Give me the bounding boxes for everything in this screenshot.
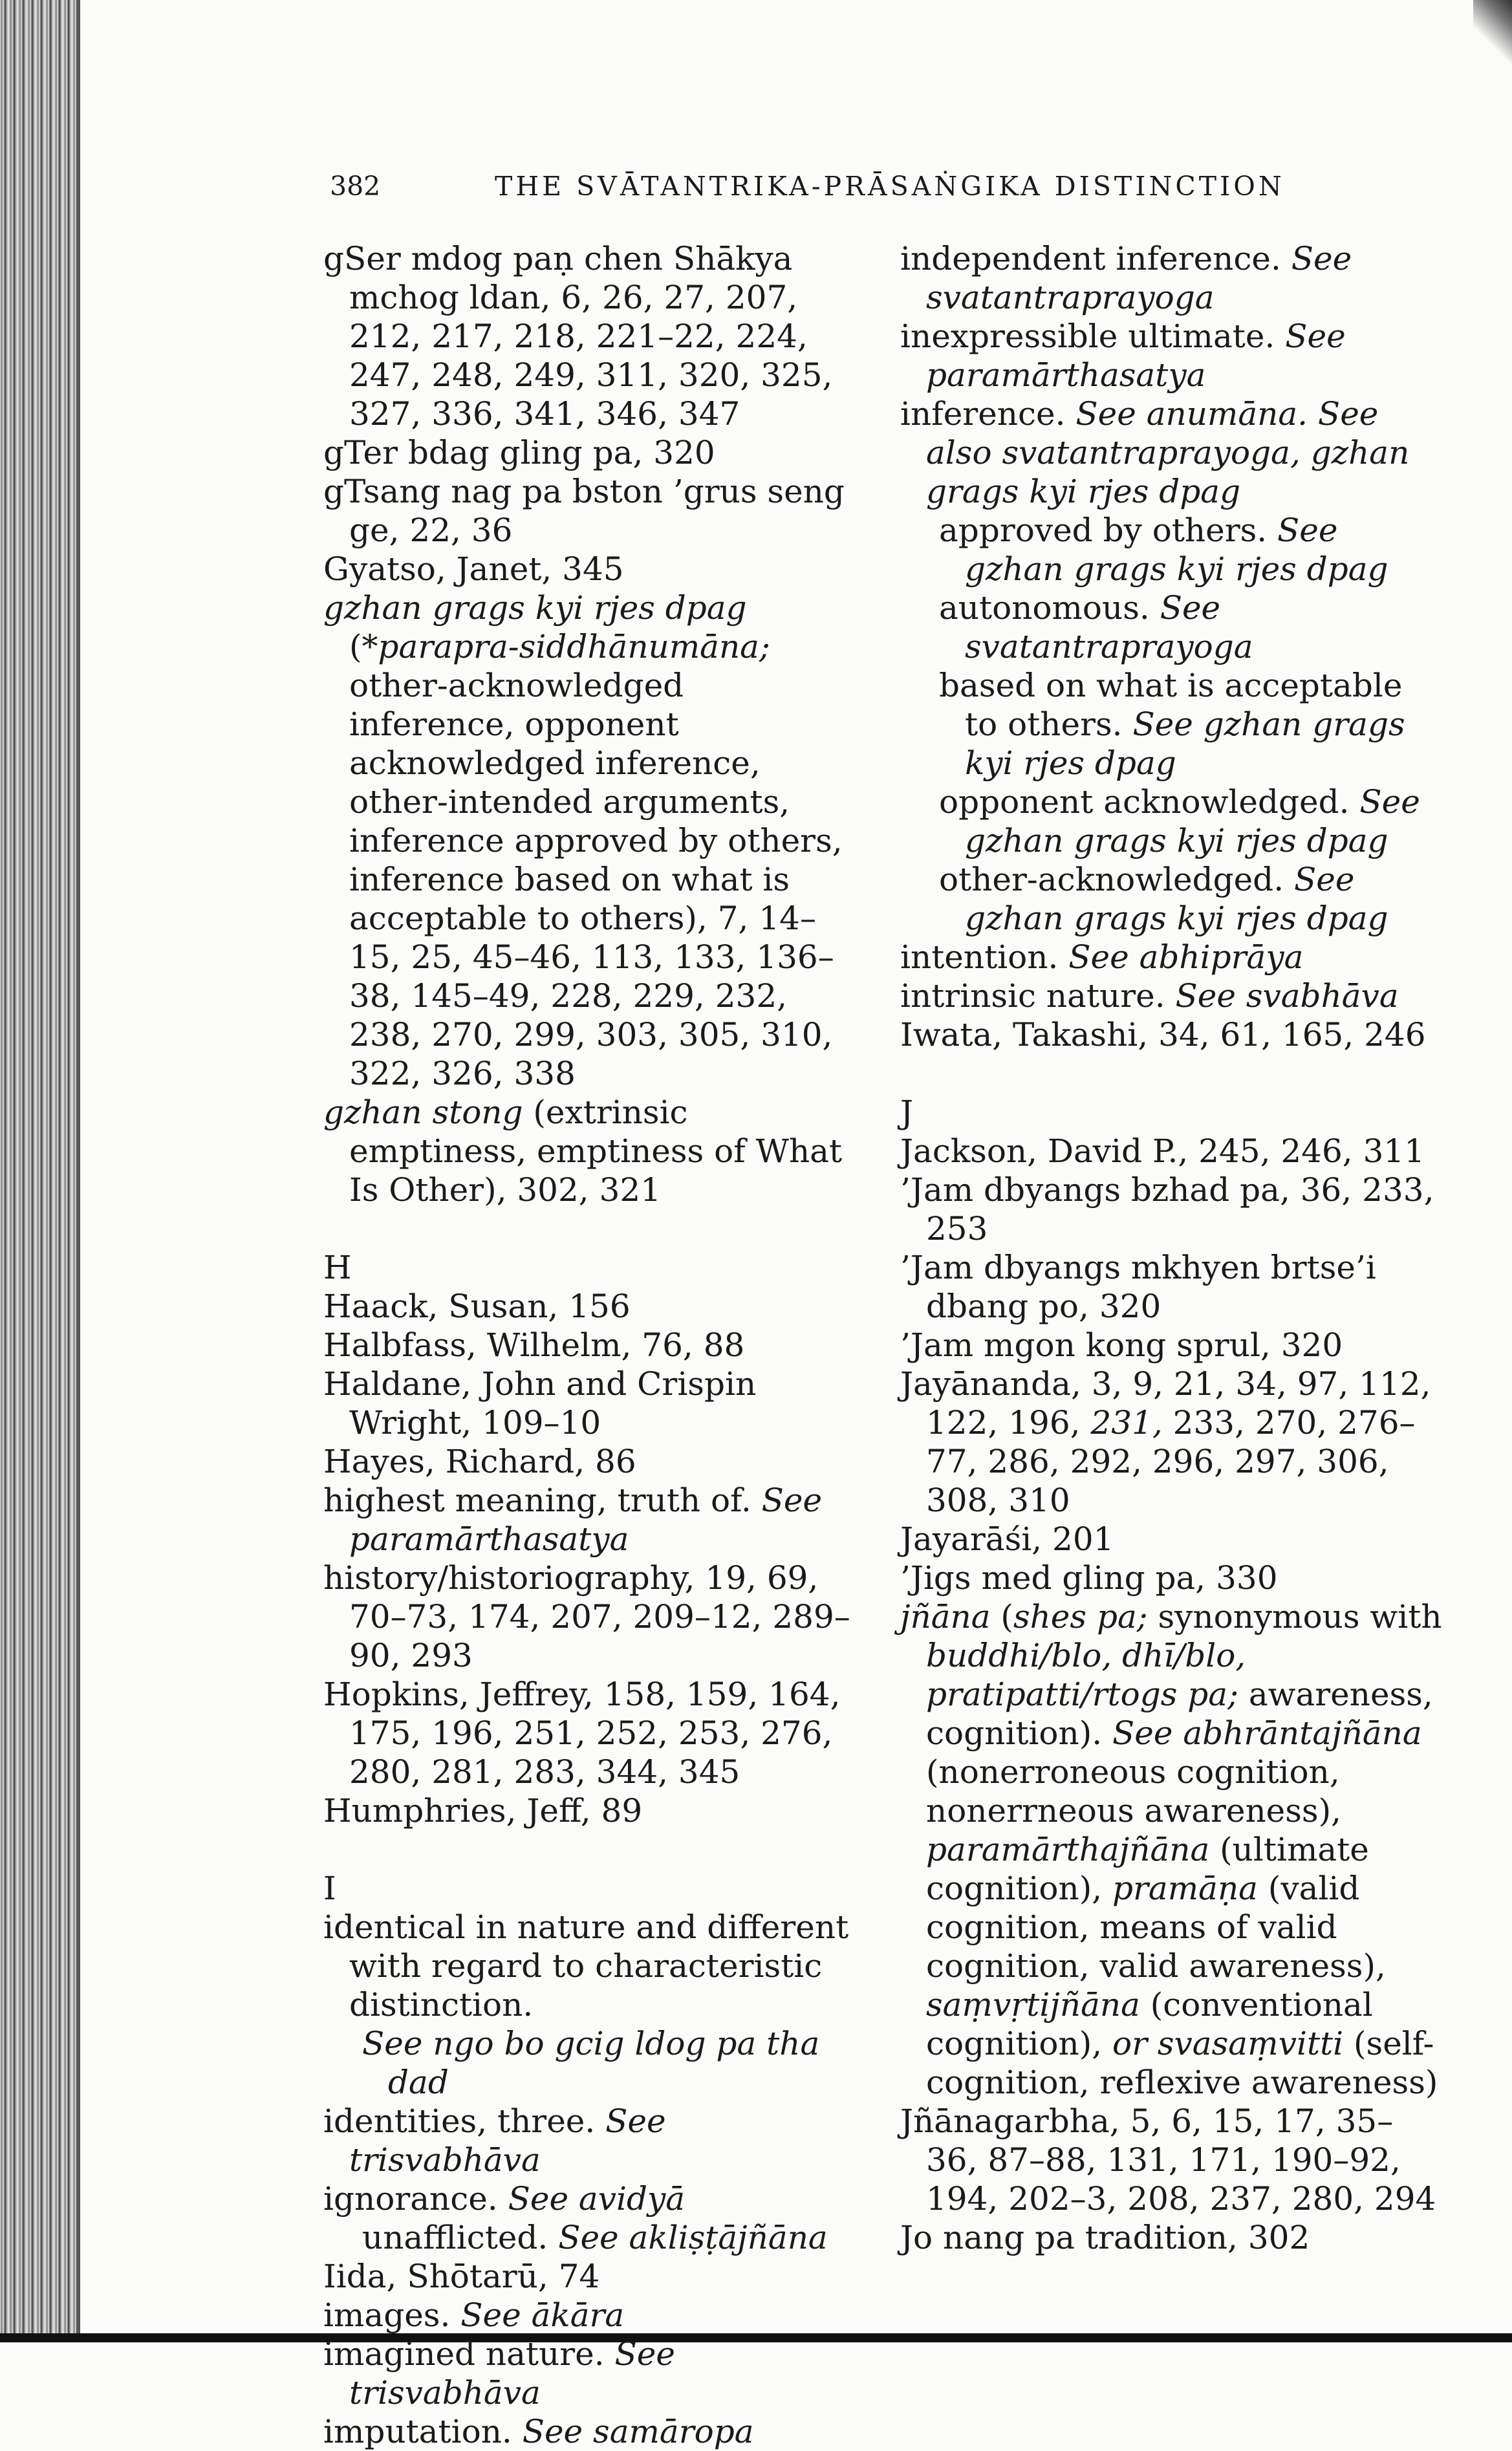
index-entry: Jackson, David P., 245, 246, 311 [900,1132,1425,1170]
index-subentry: autonomous. See svatantraprayoga [939,589,1253,665]
page-corner-shadow [1473,0,1512,71]
index-entry: gzhan stong (extrinsic emptiness, emptiness of What Is Other), 302, 321 [323,1094,843,1209]
index-entry: Jo nang pa tradition, 302 [900,2219,1310,2256]
index-entry: Jayarāśi, 201 [900,1520,1114,1558]
index-entry: Iida, Shōtarū, 74 [323,2258,600,2295]
page-number: 382 [330,171,381,202]
section-letter: I [323,1870,336,1907]
book-binding-scan-edge [0,0,76,2342]
index-entry: Iwata, Takashi, 34, 61, 165, 246 [900,1016,1426,1053]
index-entry: gTsang nag pa bston ’grus seng ge, 22, 36 [323,473,845,549]
index-entry: intention. See abhiprāya [900,938,1304,976]
section-letter: J [900,1094,914,1131]
binding-shadow [76,0,80,2342]
index-entry: history/historiography, 19, 69, 70–73, 174, 207, 209–12, 289–90, 293 [323,1559,850,1674]
index-entry: intrinsic nature. See svabhāva [900,977,1399,1015]
index-entry: Hopkins, Jeffrey, 158, 159, 164, 175, 196, 251, 252, 253, 276, 280, 281, 283, 344, 345 [323,1676,841,1791]
running-title: THE SVĀTANTRIKA-PRĀSAṄGIKA DISTINCTION [495,171,1285,202]
index-entry: Humphries, Jeff, 89 [323,1792,643,1830]
index-entry: identical in nature and different with regard to characteristic distinction. [323,1908,849,2024]
index-column-left [323,239,854,2451]
index-entry: inexpressible ultimate. See paramārthasatya [900,318,1346,394]
index-entry: gTer bdag gling pa, 320 [323,434,715,471]
index-entry: images. See ākāra [323,2296,625,2334]
index-subentry: unafflicted. See akliṣṭājñāna [362,2219,828,2256]
index-entry: Jayānanda, 3, 9, 21, 34, 97, 112, 122, 196, 231, 233, 270, 276–77, 286, 292, 296, 297, 306, 308, 310 [900,1365,1431,1519]
index-entry: imputation. See samāropa [323,2413,754,2450]
index-entry: inference. See anumāna. See also svatantraprayoga, gzhan grags kyi rjes dpag [900,395,1410,510]
index-entry: Jñānagarbha, 5, 6, 15, 17, 35–36, 87–88, 131, 171, 190–92, 194, 202–3, 208, 237, 280, 294 [900,2102,1436,2218]
index-entry: independent inference. See svatantraprayoga [900,240,1352,316]
index-entry: Gyatso, Janet, 345 [323,550,624,588]
section-letter: H [323,1249,352,1286]
index-cross-reference: See ngo bo gcig ldog pa tha dad [362,2025,820,2101]
index-subentry: other-acknowledged. See gzhan grags kyi rjes dpag [939,861,1388,937]
index-entry: gSer mdog paṇ chen Shākya mchog ldan, 6, 26, 27, 207, 212, 217, 218, 221–22, 224, 247, 248, 249, 311, 320, 325, 327, 336, 341, 346, 347 [323,240,833,433]
index-entry: imagined nature. See trisvabhāva [323,2335,675,2412]
index-entry: identities, three. See trisvabhāva [323,2102,666,2179]
index-subentry: approved by others. See gzhan grags kyi rjes dpag [939,512,1388,588]
index-entry: gzhan grags kyi rjes dpag (*parapra-siddhānumāna; other-acknowledged inference, opponent acknowledged inference, other-intended arguments, inference approved by others, inference based on what is acceptable to others), 7, 14–15, 25, 45–46, 113, 133, 136–38, 145–49, 228, 229, 232, 238, 270, 299, 303, 305, 310, 322, 326, 338 [323,589,843,1092]
index-entry: ignorance. See avidyā [323,2180,686,2218]
index-subentry: opponent acknowledged. See gzhan grags kyi rjes dpag [939,783,1420,859]
index-entry: Haack, Susan, 156 [323,1288,631,1325]
index-entry: ’Jigs med gling pa, 330 [900,1559,1278,1597]
index-entry: ’Jam mgon kong sprul, 320 [900,1326,1343,1364]
index-entry: ’Jam dbyangs mkhyen brtse’i dbang po, 320 [900,1249,1376,1325]
index-entry: Hayes, Richard, 86 [323,1443,636,1480]
index-entry: Halbfass, Wilhelm, 76, 88 [323,1326,745,1364]
index-entry: ’Jam dbyangs bzhad pa, 36, 233, 253 [900,1171,1434,1247]
index-subentry: based on what is acceptable to others. See gzhan grags kyi rjes dpag [939,667,1405,782]
index-entry: Haldane, John and Crispin Wright, 109–10 [323,1365,757,1441]
index-entry: highest meaning, truth of. See paramārthasatya [323,1482,823,1558]
index-column-right [900,239,1443,2257]
index-entry: jñāna (shes pa; synonymous with buddhi/blo, dhī/blo, pratipatti/rtogs pa; awareness, cognition). See abhrāntajñāna (nonerroneous cognition, nonerrneous awareness), paramārthajñāna (ultimate cognition), pramāṇa (valid cognition, means of valid cognition, valid awareness), saṃvṛtijñāna (conventional cognition), or svasaṃvitti (self-cognition, reflexive awareness) [900,1598,1442,2101]
